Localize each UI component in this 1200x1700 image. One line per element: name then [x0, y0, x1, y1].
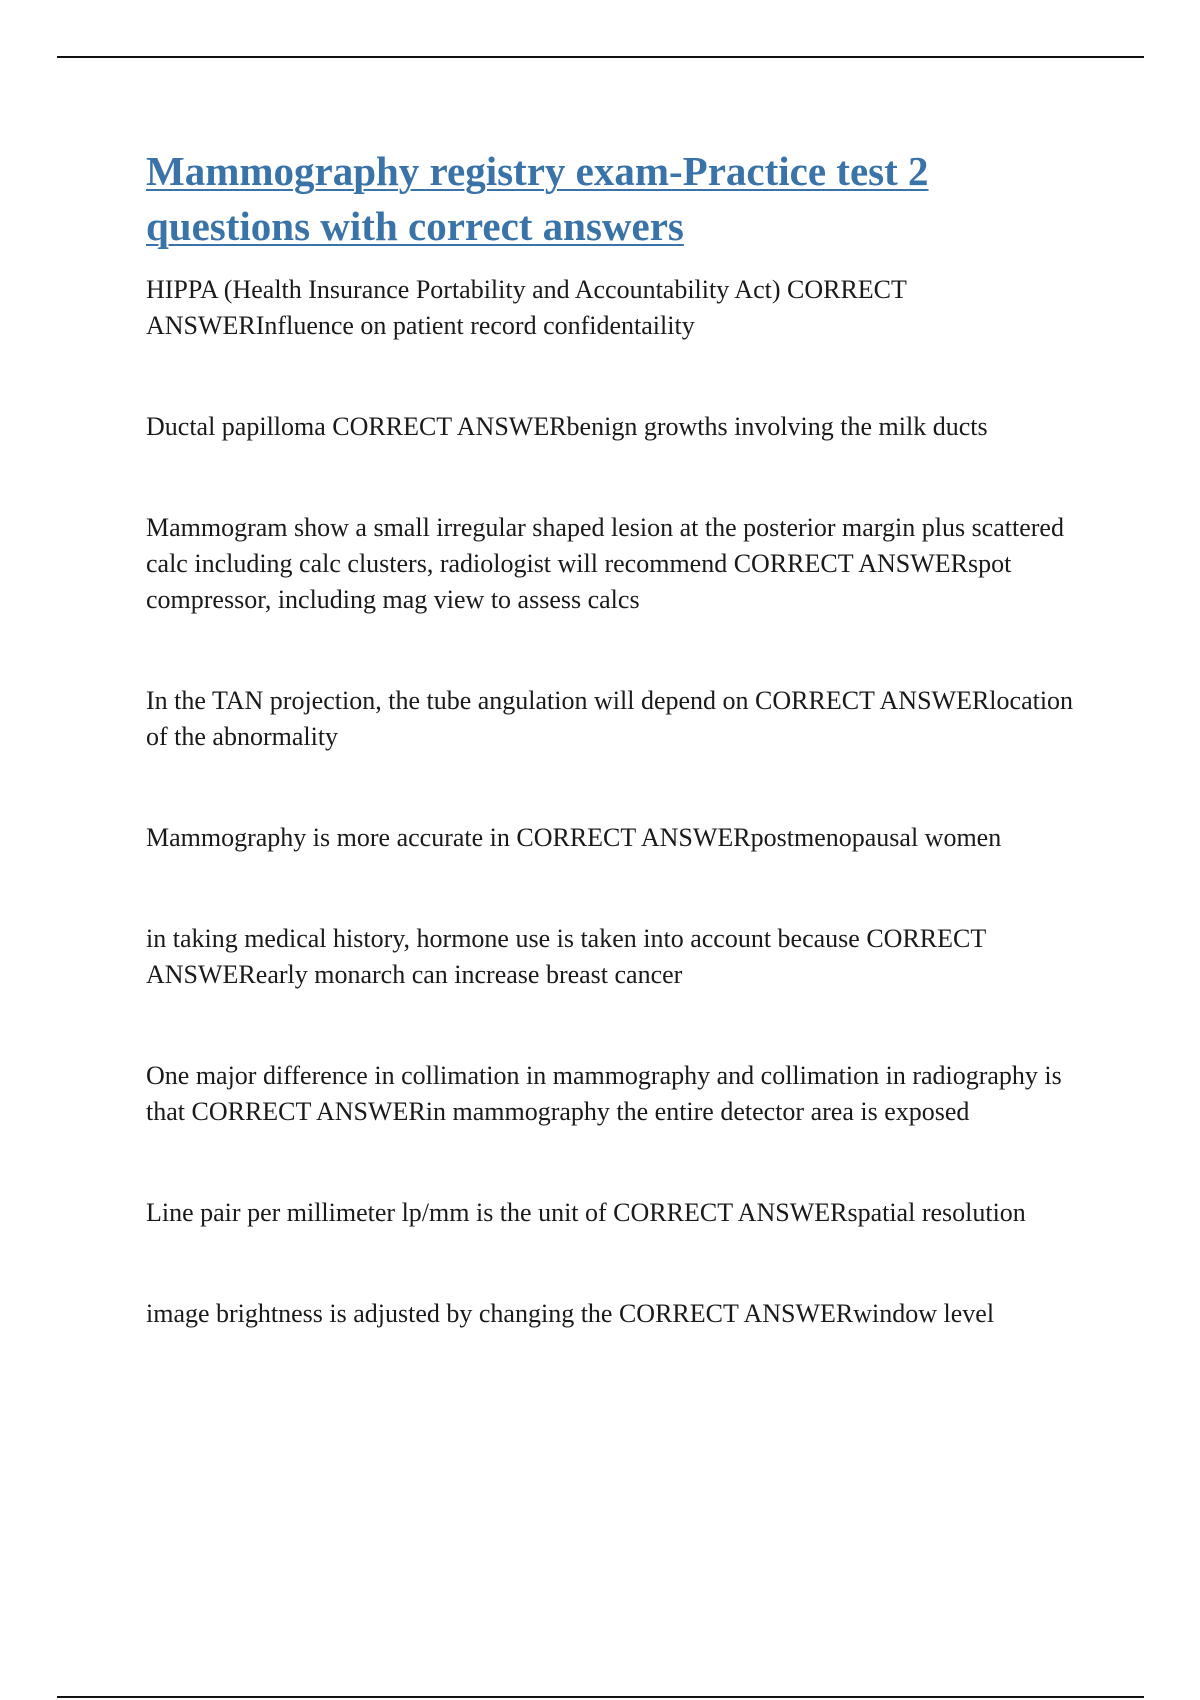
footer-rule: [57, 1696, 1144, 1698]
document-title[interactable]: Mammography registry exam-Practice test 2 questions with correct answers: [146, 148, 929, 249]
qa-item: Ductal papilloma CORRECT ANSWERbenign growths involving the milk ducts: [146, 412, 988, 441]
qa-item: Mammography is more accurate in CORRECT ANSWERpostmenopausal women: [146, 823, 1002, 852]
qa-item: in taking medical history, hormone use is taken into account because CORRECT ANSWERearly monarch can increase breast cancer: [146, 924, 986, 989]
qa-item: One major difference in collimation in mammography and collimation in radiography is that CORRECT ANSWERin mammography the entire detector area is exposed: [146, 1061, 1062, 1126]
qa-item: image brightness is adjusted by changing the CORRECT ANSWERwindow level: [146, 1299, 995, 1328]
header-rule: [57, 56, 1144, 58]
qa-item: Line pair per millimeter lp/mm is the unit of CORRECT ANSWERspatial resolution: [146, 1198, 1026, 1227]
document-body: [146, 144, 1096, 1332]
qa-item: In the TAN projection, the tube angulation will depend on CORRECT ANSWERlocation of the abnormality: [146, 686, 1074, 751]
qa-list: [146, 272, 1096, 1332]
qa-item: HIPPA (Health Insurance Portability and Accountability Act) CORRECT ANSWERInfluence on patient record confidentaility: [146, 275, 907, 340]
qa-item: Mammogram show a small irregular shaped lesion at the posterior margin plus scattered calc including calc clusters, radiologist will recommend CORRECT ANSWERspot compressor, including mag view to assess calcs: [146, 513, 1064, 614]
